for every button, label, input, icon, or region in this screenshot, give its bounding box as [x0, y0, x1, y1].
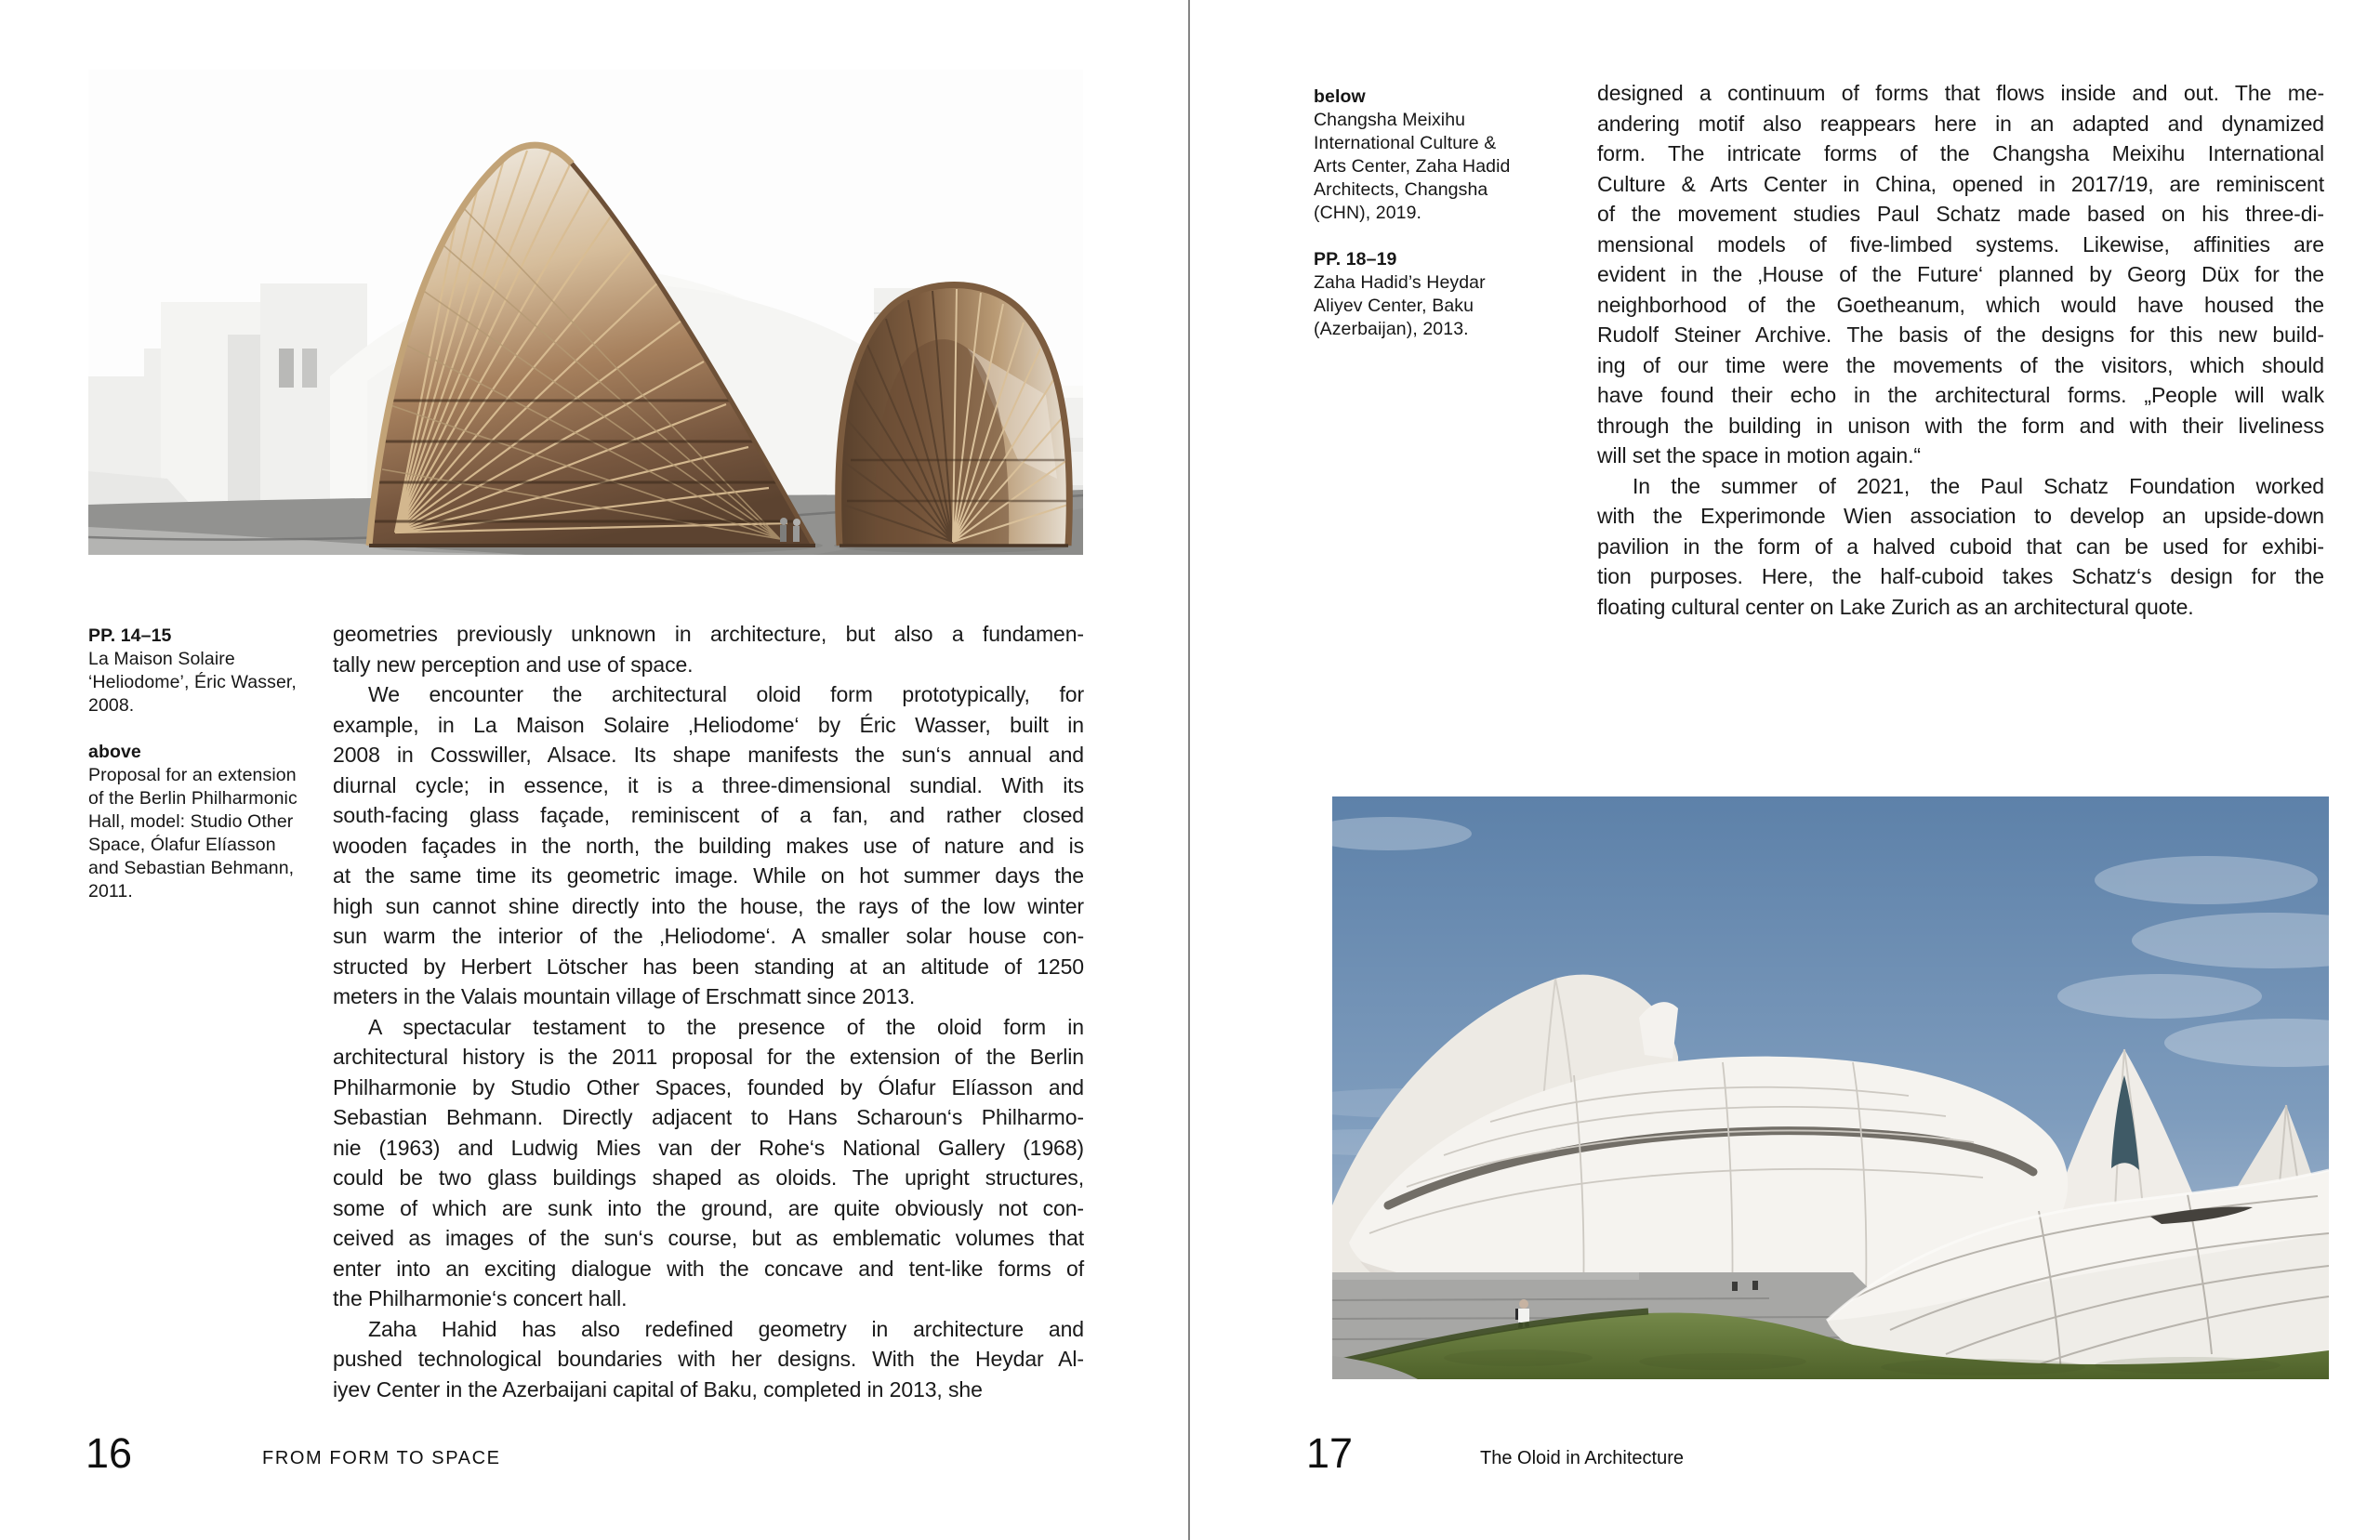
running-title-right: The Oloid in Architecture [1480, 1448, 1684, 1468]
body-line: ing of our time were the movements of the visitors, which should [1597, 352, 2324, 377]
caption-line: below [1314, 86, 1366, 107]
caption-line: 2011. [88, 881, 133, 902]
body-line: example, in La Maison Solaire ‚Heliodome‘ by Éric Wasser, built in [333, 712, 1084, 737]
caption-line: of the Berlin Philharmonic [88, 788, 298, 809]
caption-line: 2008. [88, 695, 135, 716]
caption-line: PP. 14–15 [88, 625, 172, 646]
body-line: at the same time its geometric image. While on hot summer days the [333, 863, 1084, 888]
page-number-left: 16 [86, 1429, 133, 1477]
caption-line: Proposal for an extension [88, 765, 297, 785]
caption-line: (Azerbaijan), 2013. [1314, 319, 1469, 339]
body-line: architectural history is the 2011 proposal for the extension of the Berlin [333, 1045, 1084, 1069]
body-line: floating cultural center on Lake Zurich as an architectural quote. [1597, 594, 2194, 619]
body-line: iyev Center in the Azerbaijani capital of Baku, completed in 2013, she [333, 1376, 983, 1402]
body-line: pavilion in the form of a halved cuboid that can be used for exhibi- [1597, 533, 2324, 559]
figure-caption-right [1314, 86, 1557, 341]
caption-line: La Maison Solaire [88, 649, 235, 669]
caption-line: ‘Heliodome’, Éric Wasser, [88, 672, 297, 692]
body-line: with the Experimonde Wien association to develop an upside-down [1597, 504, 2324, 528]
caption-line: PP. 18–19 [1314, 249, 1397, 270]
figure-caption-left [88, 625, 332, 903]
body-line: form. The intricate forms of the Changsha Meixihu International [1597, 141, 2324, 165]
body-line: could be two glass buildings shaped as oloids. The upright structures, [333, 1165, 1084, 1190]
caption-line: and Sebastian Behmann, [88, 858, 295, 878]
body-line: We encounter the architectural oloid form prototypically, for [368, 682, 1084, 706]
body-text-left [333, 619, 1084, 1404]
body-line: Philharmonie by Studio Other Spaces, founded by Ólafur Elíasson and [333, 1074, 1084, 1099]
caption-line: Arts Center, Zaha Hadid [1314, 156, 1511, 177]
body-line: ceived as images of the sun‘s course, but as emblematic volumes that [333, 1226, 1084, 1250]
body-line: some of which are sunk into the ground, are quite obviously not con- [333, 1195, 1084, 1220]
body-line: sun warm the interior of the ‚Heliodome‘. A smaller solar house con- [333, 924, 1084, 948]
changsha-meixihu-photo [1332, 796, 2329, 1379]
body-line: wooden façades in the north, the building makes use of nature and is [333, 833, 1084, 858]
body-line: through the building in unison with the form and with their liveliness [1597, 413, 2324, 438]
body-line: of the movement studies Paul Schatz made based on his three-di- [1597, 202, 2324, 226]
body-line: neighborhood of the Goetheanum, which would have housed the [1597, 292, 2324, 317]
caption-line: Architects, Changsha [1314, 179, 1488, 200]
caption-line: International Culture & [1314, 133, 1497, 153]
heliodome-model-figure [88, 70, 1083, 555]
body-line: evident in the ‚House of the Future‘ planned by Georg Düx for the [1597, 262, 2324, 286]
body-line: south-facing glass façade, reminiscent of a fan, and rather closed [333, 803, 1084, 827]
running-title-left: FROM FORM TO SPACE [262, 1448, 501, 1468]
body-line: geometries previously unknown in architecture, but also a fundamen- [333, 622, 1084, 646]
body-line: nie (1963) and Ludwig Mies van der Rohe‘s National Gallery (1968) [333, 1135, 1084, 1160]
body-line: the Philharmonie‘s concert hall. [333, 1286, 628, 1310]
caption-line: Space, Ólafur Elíasson [88, 835, 276, 855]
body-text-right [1597, 78, 2324, 622]
body-line: In the summer of 2021, the Paul Schatz Foundation worked [1633, 473, 2324, 498]
body-line: mensional models of five-limbed systems. Likewise, affinities are [1597, 231, 2324, 257]
caption-line: above [88, 742, 141, 762]
caption-line: Zaha Hadid’s Heydar [1314, 272, 1486, 293]
body-line: enter into an exciting dialogue with the concave and tent-like forms of [333, 1256, 1084, 1281]
body-line: andering motif also reappears here in an adapted and dynamized [1597, 111, 2324, 136]
body-line: Culture & Arts Center in China, opened in 2017/19, are reminiscent [1597, 171, 2324, 196]
body-line: diurnal cycle; in essence, it is a three-dimensional sundial. With its [333, 772, 1084, 797]
body-line: tally new perception and use of space. [333, 652, 694, 677]
body-line: structed by Herbert Lötscher has been standing at an altitude of 1250 [333, 954, 1084, 979]
body-line: have found their echo in the architectural forms. „People will walk [1597, 383, 2324, 407]
body-line: Rudolf Steiner Archive. The basis of the designs for this new build- [1597, 322, 2324, 347]
body-line: high sun cannot shine directly into the house, the rays of the low winter [333, 893, 1084, 918]
body-line: tion purposes. Here, the half-cuboid takes Schatz‘s design for the [1597, 564, 2324, 588]
body-line: A spectacular testament to the presence of the oloid form in [368, 1014, 1084, 1039]
caption-line: Changsha Meixihu [1314, 110, 1466, 130]
page-number-right: 17 [1306, 1429, 1354, 1477]
heliodome-model-photo [88, 70, 1083, 555]
body-line: Sebastian Behmann. Directly adjacent to Hans Scharoun‘s Philharmo- [333, 1105, 1084, 1129]
caption-line: Aliyev Center, Baku [1314, 296, 1474, 316]
caption-line: (CHN), 2019. [1314, 203, 1422, 223]
body-line: will set the space in motion again.“ [1597, 443, 1921, 467]
body-line: designed a continuum of forms that flows inside and out. The me- [1597, 81, 2324, 105]
body-line: 2008 in Cosswiller, Alsace. Its shape manifests the sun‘s annual and [333, 743, 1084, 767]
body-line: meters in the Valais mountain village of Erschmatt since 2013. [333, 984, 916, 1008]
changsha-meixihu-figure [1332, 796, 2329, 1379]
body-line: Zaha Hahid has also redefined geometry in architecture and [368, 1316, 1084, 1341]
round-fan-structure [839, 285, 1070, 546]
body-line: pushed technological boundaries with her designs. With the Heydar Al- [333, 1347, 1084, 1371]
caption-line: Hall, model: Studio Other [88, 811, 294, 832]
page-gutter-divider [1188, 0, 1190, 1540]
